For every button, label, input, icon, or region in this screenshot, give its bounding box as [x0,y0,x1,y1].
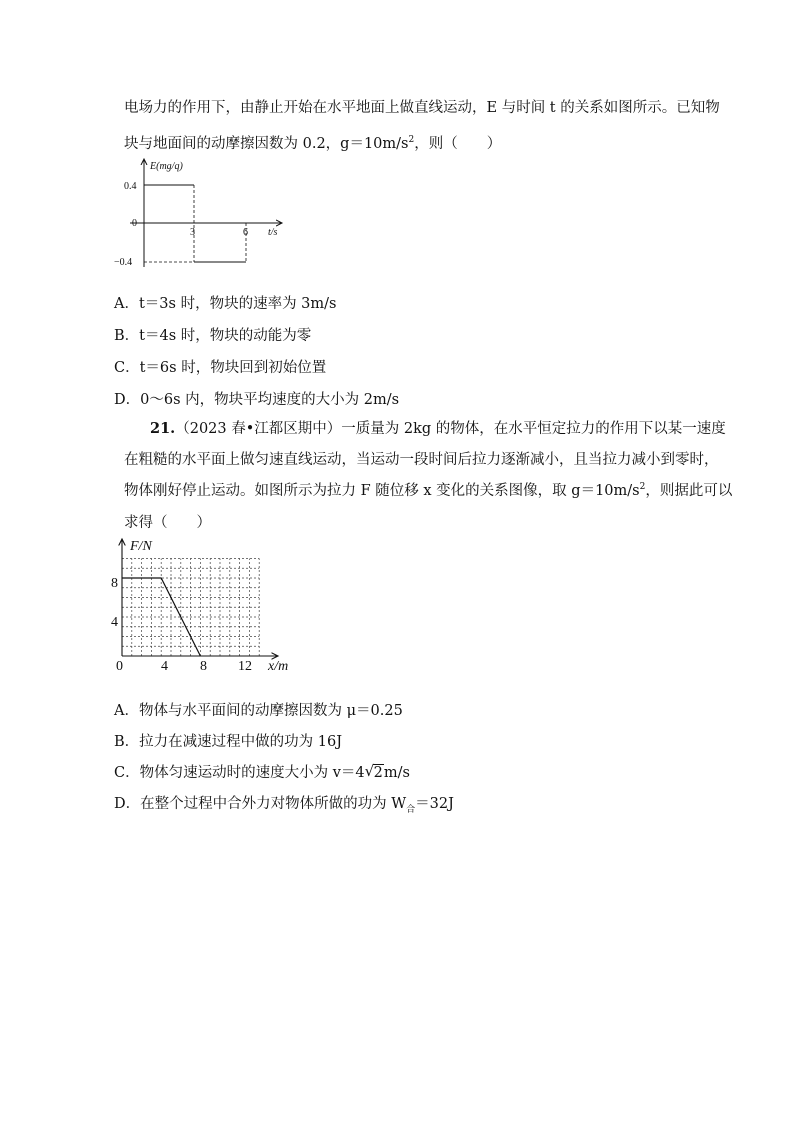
q21-option-b: B．拉力在减速过程中做的功为 16J [114,734,343,750]
option-c-unit: m/s [383,765,410,781]
x-tick-8: 8 [200,659,207,674]
q20-line2-tail: ，则（ ） [414,136,502,152]
q21-text-line3 [124,481,732,501]
f-x-line [122,578,200,656]
x-tick-0: 0 [116,659,123,674]
q20-option-b: B．t＝4s 时，物块的动能为零 [114,328,312,344]
option-d-value: ＝32J [415,796,454,812]
q21-line1-text: （2023 春•江都区期中）一质量为 2kg 的物体，在水平恒定拉力的作用下以某一速度 [175,421,726,437]
y-tick-4: 4 [111,615,118,630]
q20-e-t-chart [110,155,300,275]
q20-line2-text: 块与地面间的动摩擦因数为 0.2，g＝10m/s [124,136,409,152]
superscript: 2 [408,135,415,146]
q20-option-a: A．t＝3s 时，物块的速率为 3m/s [114,296,337,312]
q20-text-line1: 电场力的作用下，由静止开始在水平地面上做直线运动，E 与时间 t 的关系如图所示。已知物 [124,100,720,116]
y-axis-label: E(mg/q) [150,161,183,172]
q20-text-line2 [124,134,501,154]
q21-text-line1 [150,419,726,439]
q21-option-c [114,763,410,783]
x-axis-label: x/m [268,659,289,674]
subscript: 合 [406,804,416,815]
option-c-text: C．物体匀速运动时的速度大小为 v＝4 [114,765,365,781]
q21-f-x-chart [108,535,308,675]
sqrt-sign: √ 2 [364,762,383,781]
question-number: 21. [150,420,176,437]
y-tick-0.4: 0.4 [124,181,137,192]
y-tick-0: 0 [132,218,137,229]
q21-text-line2: 在粗糙的水平面上做匀速直线运动，当运动一段时间后拉力逐渐减小，且当拉力减小到零时， [124,452,719,468]
x-axis-label: t/s [268,227,278,238]
y-tick-8: 8 [111,576,118,591]
x-tick-12: 12 [238,659,252,674]
dashed-grid [122,559,259,657]
x-tick-3: 3 [190,227,195,238]
q21-text-line4: 求得（ ） [124,515,211,531]
q21-option-d [114,794,454,814]
x-tick-4: 4 [161,659,168,674]
q21-line3-text: 物体刚好停止运动。如图所示为拉力 F 随位移 x 变化的关系图像，取 g＝10m/s [124,483,640,499]
option-d-text: D．在整个过程中合外力对物体所做的功为 W [114,796,407,812]
y-axis-label: F/N [130,539,152,554]
q20-option-d: D．0～6s 内，物块平均速度的大小为 2m/s [114,392,400,408]
y-tick-neg0.4: −0.4 [114,257,133,268]
q21-line3-tail: ，则据此可以 [645,483,733,499]
x-tick-6: 6 [243,227,248,238]
sqrt-value: 2 [373,765,383,781]
superscript: 2 [639,482,646,493]
q20-option-c: C．t＝6s 时，物块回到初始位置 [114,360,327,376]
q21-option-a: A．物体与水平面间的动摩擦因数为 μ＝0.25 [114,703,403,719]
